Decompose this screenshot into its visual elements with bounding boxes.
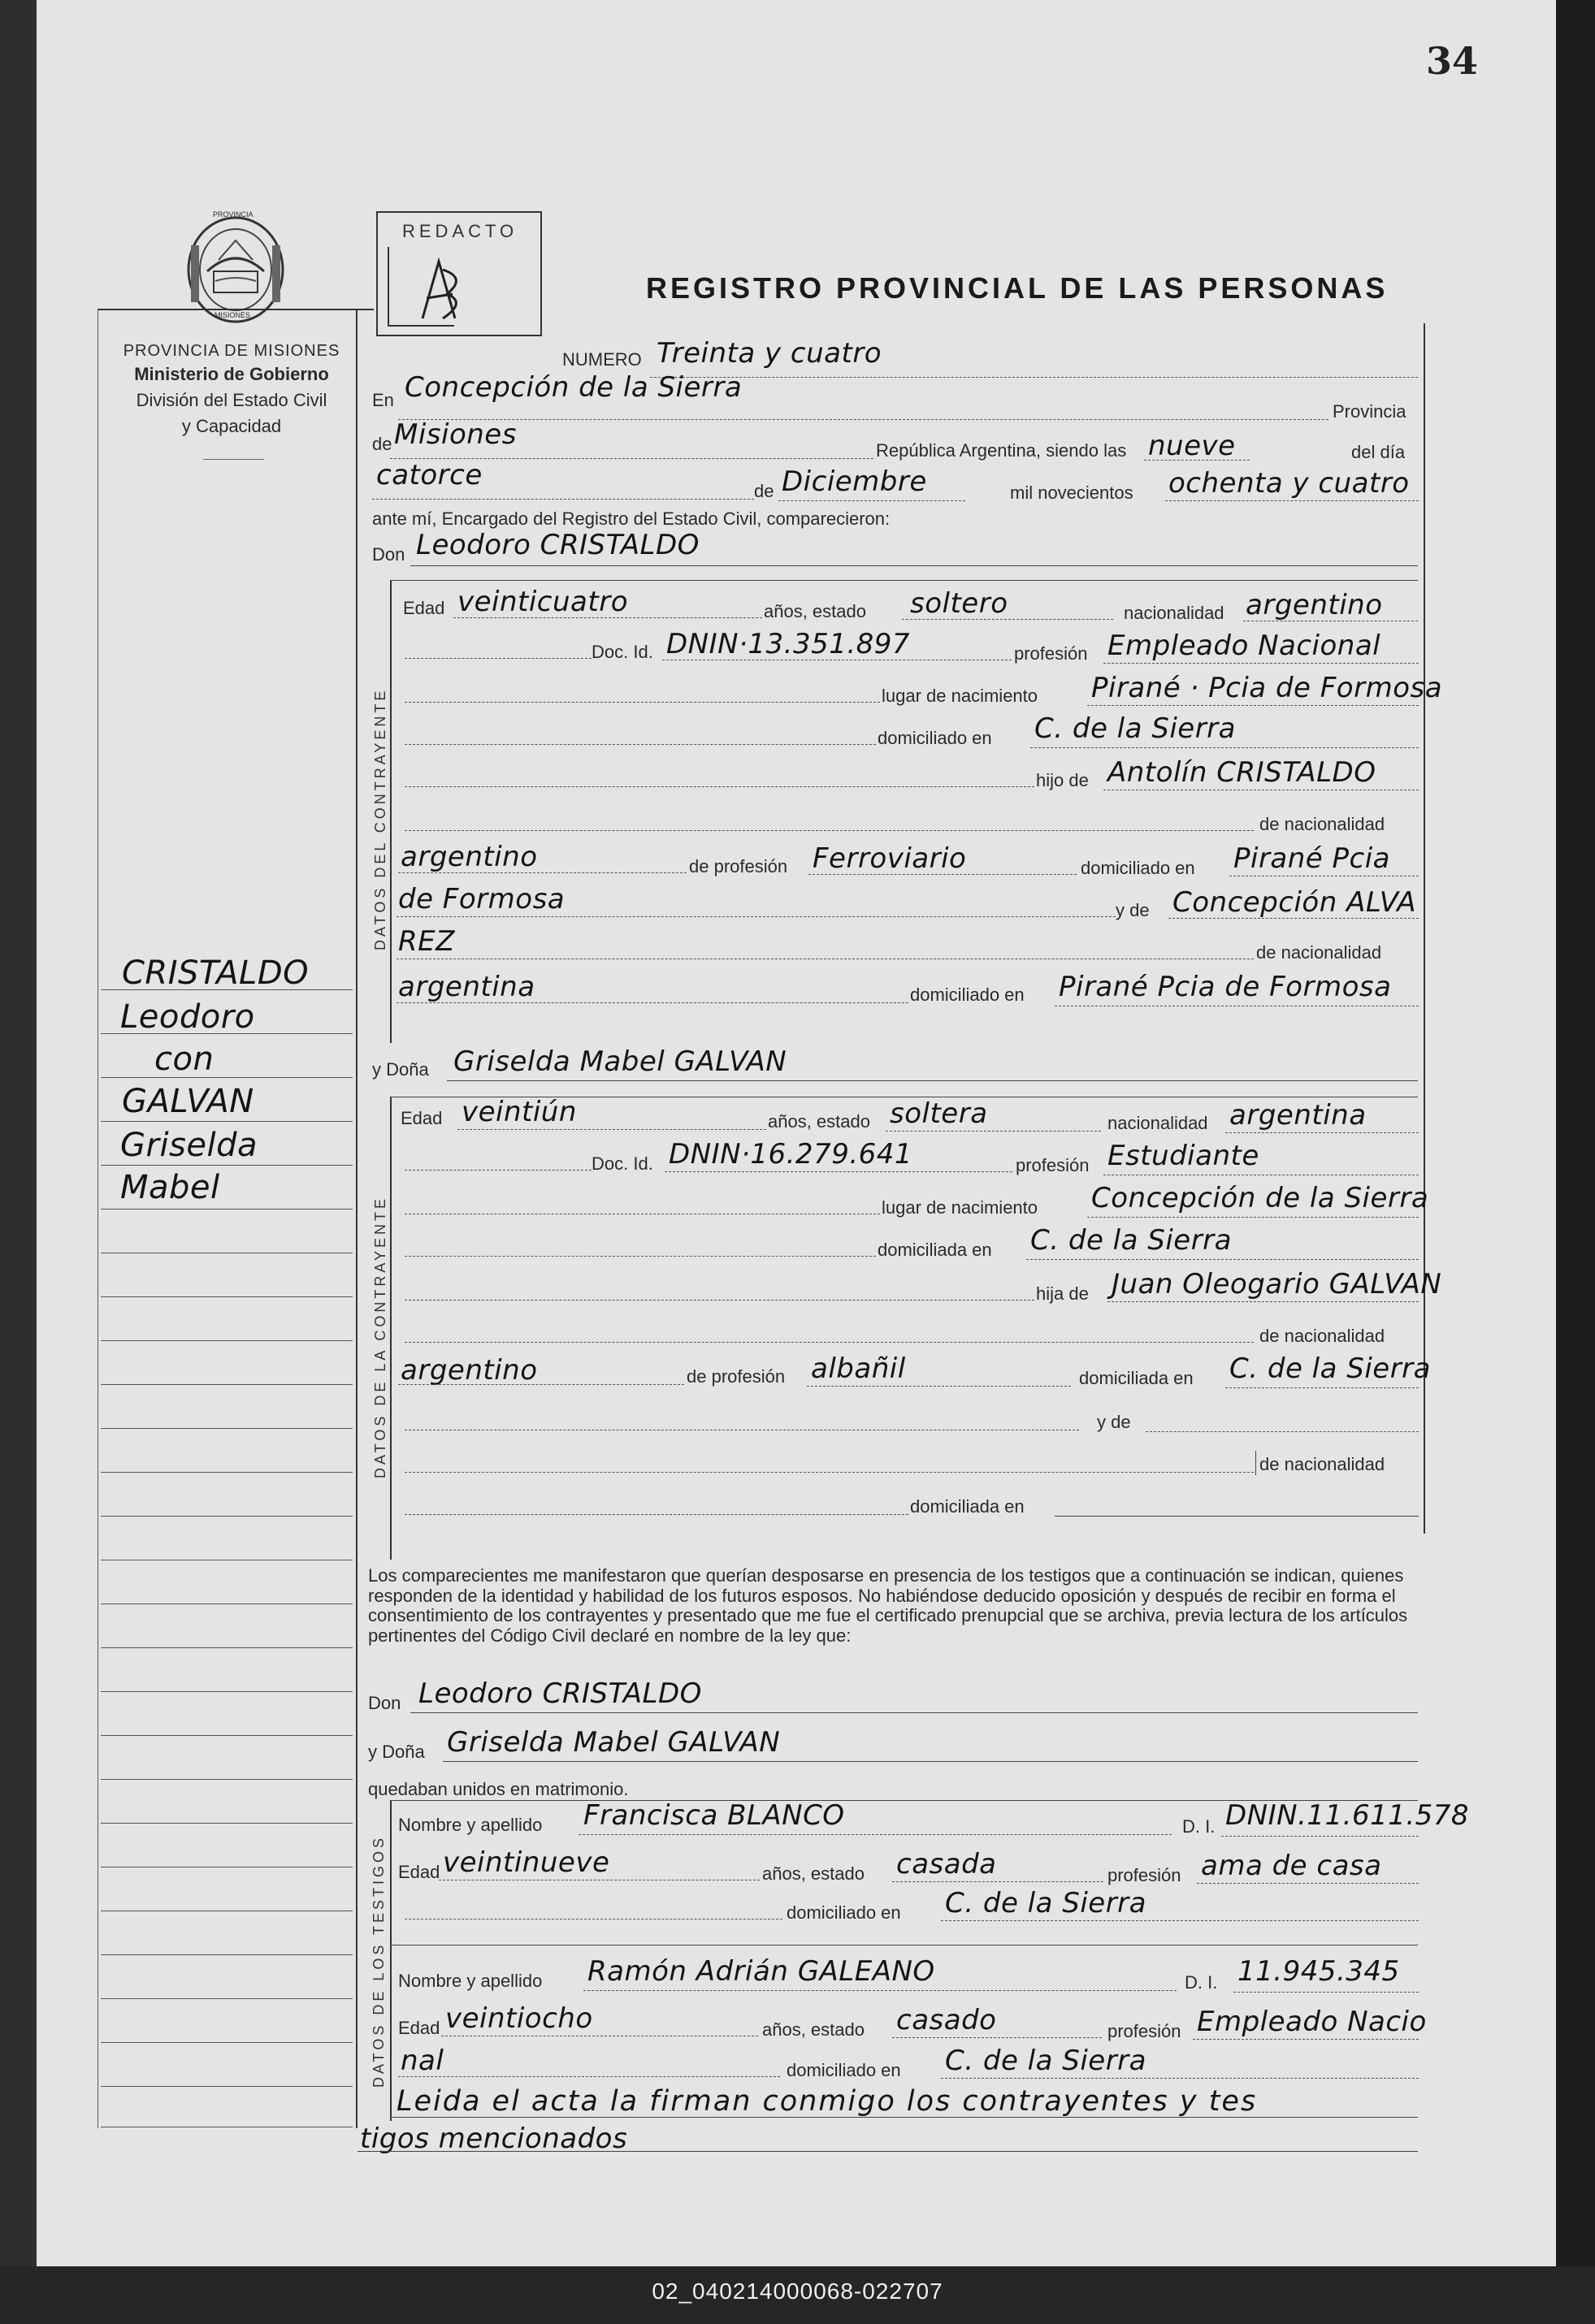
edad-value: veinticuatro [457,586,628,618]
t2-profesion-2-value: nal [401,2045,444,2077]
numero-label: NUMERO [562,349,642,370]
contrayenta-estado-value: soltera [890,1097,988,1130]
t2-edad-label: Edad [398,2018,440,2038]
t1-edad-label: Edad [398,1862,440,1882]
nacionalidad-value: argentino [1246,589,1383,621]
margin-surname-bride: GALVAN [122,1083,254,1120]
margin-middle-name-bride: Mabel [120,1169,220,1206]
lugar-value: Concepción de la Sierra [405,371,743,404]
contrayenta-padre-profesion-value: albañil [811,1352,906,1385]
mil-label: mil novecientos [1010,483,1133,503]
section-testigos: DATOS DE LOS TESTIGOS [371,1834,387,2088]
registry-title: REGISTRO PROVINCIAL DE LAS PERSONAS [646,271,1389,305]
seal-text-bottom: MISIONES [215,311,251,319]
margin-surname-groom: CRISTALDO [122,954,310,992]
t2-nombre-value: Ramón Adrián GALEANO [587,1955,935,1988]
t1-edad-value: veintinueve [443,1846,610,1879]
contrayenta-profesion-label: profesión [1016,1155,1090,1175]
ante-mi-text: ante mí, Encargado del Registro del Estado Civil, comparecieron: [372,509,891,529]
contrayenta-de-nacionalidad-label: de nacionalidad [1259,1326,1385,1346]
provincia-label: Provincia [1333,401,1406,422]
section-contrayente: DATOS DEL CONTRAYENTE [372,687,388,950]
padre-value: Antolín CRISTALDO [1107,756,1376,789]
closing-don-label: Don [368,1693,401,1713]
contrayenta-padre-nacionalidad-value: argentino [401,1354,538,1387]
redacto-label: REDACTO [402,221,518,241]
contrayenta-profesion-value: Estudiante [1107,1140,1259,1172]
padre-profesion-value: Ferroviario [813,842,967,875]
t2-di-value: 11.945.345 [1237,1955,1400,1988]
t2-nombre-label: Nombre y apellido [398,1971,543,1991]
t2-domicilio-value: C. de la Sierra [945,2045,1146,2077]
t1-anios-label: años, estado [762,1863,865,1884]
t1-nombre-value: Francisca BLANCO [583,1799,845,1832]
t1-domiciliado-label: domiciliado en [787,1902,901,1923]
mes-value: Diciembre [782,465,927,498]
de-mes-label: de [754,481,774,501]
contrayenta-domicilio-value: C. de la Sierra [1030,1224,1232,1257]
margin-con: con [154,1041,215,1078]
contrayente-value: Leodoro CRISTALDO [416,529,700,561]
anio-value: ochenta y cuatro [1168,467,1410,500]
t1-di-value: DNIN.11.611.578 [1225,1799,1470,1832]
contrayenta-padre-value: Juan Oleogario GALVAN [1112,1268,1442,1300]
padre-domicilio-2-value: de Formosa [398,883,566,915]
redacto-box [376,211,542,336]
madre-1-value: Concepción ALVA [1172,886,1417,919]
contrayenta-padre-domiciliada-label: domiciliada en [1079,1368,1194,1388]
t2-edad-value: veintiocho [445,2002,593,2035]
t1-di-label: D. I. [1182,1816,1216,1837]
contrayenta-anios-label: años, estado [768,1111,870,1132]
t1-profesion-value: ama de casa [1201,1850,1382,1882]
de-label: de [372,434,392,454]
madre-domicilio-value: Pirané Pcia de Formosa [1059,971,1392,1003]
republica-label: República Argentina, siendo las [876,440,1127,461]
lugar-nac-value: Pirané · Pcia de Formosa [1091,672,1443,704]
del-dia-label: del día [1351,442,1406,462]
domicilio-value: C. de la Sierra [1034,712,1236,745]
contrayenta-doc-label: Doc. Id. [592,1153,653,1174]
padre-nacionalidad-value: argentino [401,841,538,873]
t1-nombre-label: Nombre y apellido [398,1815,543,1835]
contrayenta-nacionalidad-label: nacionalidad [1107,1113,1208,1133]
contrayenta-nombre-value: Griselda Mabel GALVAN [453,1045,787,1078]
margin-name-groom: Leodoro [120,998,255,1036]
madre-domiciliado-label: domiciliado en [910,985,1025,1005]
padre-domiciliado-label: domiciliado en [1081,858,1195,878]
seal-text-top: PROVINCIA [213,210,254,219]
numero-value: Treinta y cuatro [657,337,882,370]
lugar-nac-label: lugar de nacimiento [882,686,1038,706]
padre-domicilio-1-value: Pirané Pcia [1233,842,1391,875]
de-profesion-label: de profesión [689,856,788,876]
book-spine [1556,0,1595,2324]
contrayenta-hija-label: hija de [1036,1283,1089,1304]
contrayenta-domiciliada-label: domiciliada en [878,1240,992,1260]
estado-value: soltero [910,587,1008,620]
t2-di-label: D. I. [1185,1972,1218,1993]
madre-2-value: REZ [398,925,455,958]
t2-domiciliado-label: domiciliado en [787,2060,901,2080]
edad-label: Edad [403,598,445,618]
closing-dona-value: Griselda Mabel GALVAN [447,1726,781,1759]
contrayenta-doc-value: DNIN·16.279.641 [669,1138,913,1171]
closing-note-1: Leida el acta la firman conmigo los contrayentes y tes [397,2085,1258,2118]
t2-profesion-1-value: Empleado Nacio [1197,2006,1427,2038]
contrayenta-padre-domicilio-value: C. de la Sierra [1229,1352,1431,1385]
contrayenta-edad-label: Edad [401,1108,443,1128]
en-label: En [372,390,394,410]
file-name: 02_040214000068-022707 [652,2279,943,2304]
nacionalidad-label: nacionalidad [1124,603,1224,623]
anios-estado-label: años, estado [764,601,866,621]
closing-dona-label: y Doña [368,1742,425,1762]
t2-anios-label: años, estado [762,2019,865,2040]
t2-estado-value: casado [896,2004,997,2036]
contrayenta-y-de-label: y de [1097,1412,1131,1432]
division-label: División del Estado Civil [136,390,327,410]
t1-estado-value: casada [896,1848,997,1880]
y-dona-label: y Doña [372,1059,429,1080]
contrayenta-lugar-nac-value: Concepción de la Sierra [1091,1182,1429,1214]
contrayenta-madre-nacionalidad-label: de nacionalidad [1259,1454,1385,1474]
contrayenta-nacionalidad-value: argentina [1229,1099,1367,1132]
provincia-value: Misiones [394,418,517,451]
redacto-signature-icon [410,253,475,327]
contrayenta-edad-value: veintiún [462,1096,577,1128]
closing-don-value: Leodoro CRISTALDO [418,1677,702,1710]
t2-profesion-label: profesión [1107,2021,1181,2041]
hora-value: nueve [1148,430,1236,462]
contrayenta-madre-domiciliada-label: domiciliada en [910,1496,1025,1517]
closing-note-2: tigos mencionados [360,2123,628,2155]
capacidad-label: y Capacidad [181,416,282,436]
profesion-label: profesión [1014,643,1088,664]
contrayenta-de-profesion-label: de profesión [687,1366,786,1387]
de-nacionalidad-label: de nacionalidad [1259,814,1385,834]
y-de-label: y de [1116,900,1150,920]
madre-nacionalidad-value: argentina [398,971,535,1003]
domiciliado-label: domiciliado en [878,728,992,748]
contrayenta-lugar-nac-label: lugar de nacimiento [882,1197,1038,1218]
t1-profesion-label: profesión [1107,1865,1181,1885]
ministry-label: Ministerio de Gobierno [134,364,329,384]
profesion-value: Empleado Nacional [1107,630,1381,662]
quedaban-text: quedaban unidos en matrimonio. [368,1779,629,1799]
dia-value: catorce [376,459,483,491]
doc-label: Doc. Id. [592,642,653,662]
don-label: Don [372,544,405,565]
province-label: PROVINCIA DE MISIONES [123,342,340,360]
page-number: 34 [1426,39,1479,83]
doc-value: DNIN·13.351.897 [666,628,911,660]
t1-domicilio-value: C. de la Sierra [945,1887,1146,1919]
hijo-label: hijo de [1036,770,1089,790]
closing-paragraph: Los comparecientes me manifestaron que querían desposarse en presencia de los testigos que a continuación se indican, quienes responden de la identidad y habilidad de los futuros esposos. No habiéndose deducido oposición y después de recibir en forma el consentimiento de los contrayentes y presentado que me fue el certificado prenupcial que se archiva, previa lectura de los artículos pertinentes del Código Civil declaré en nombre de la ley que: [368,1565,1408,1646]
margin-name-bride: Griselda [120,1127,258,1164]
madre-nacionalidad-label: de nacionalidad [1256,942,1382,963]
section-contrayenta: DATOS DE LA CONTRAYENTE [372,1195,388,1478]
